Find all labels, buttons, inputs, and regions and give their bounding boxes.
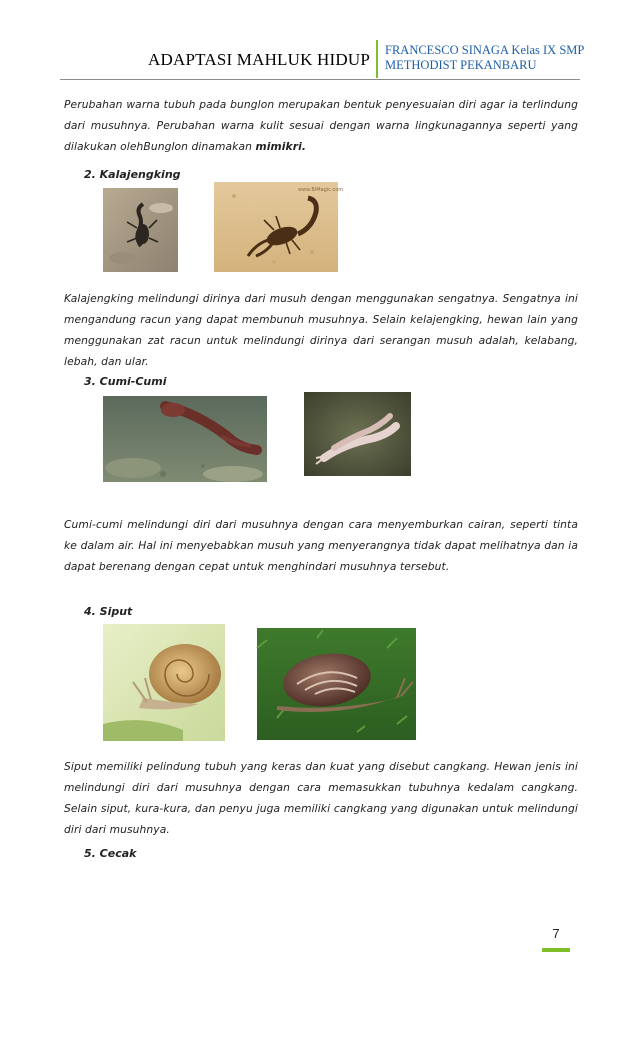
header-rule — [60, 79, 580, 80]
paragraph-bunglon — [64, 94, 578, 157]
paragraph-kalajengking: Kalajengking melindungi dirinya dari musuh dengan menggunakan sengatnya. Sengatnya ini mengandung racun yang dapat membunuh musuhnya. Selain kelajengking, hewan lain yang menggunakan zat racun untuk melindungi dirinya dari serangan musuh adalah, kelabang, lebah, dan ular. — [64, 292, 578, 368]
paragraph-text: Perubahan warna tubuh pada bunglon merupakan bentuk penyesuaian diri agar ia terlindung dari musuhnya. Perubahan warna kulit sesuai dengan warna lingkunagannya seperti yang dilakukan olehBunglon dinamakan — [64, 98, 578, 153]
heading-cecak: 5. Cecak — [84, 847, 137, 860]
scorpion-photo-1 — [103, 188, 178, 272]
page-number: 7 — [552, 926, 560, 941]
heading-siput: 4. Siput — [84, 605, 133, 618]
snail-photo-1 — [103, 624, 225, 741]
page-header-author — [385, 43, 595, 73]
squid-photo-1 — [103, 396, 267, 482]
paragraph-siput: Siput memiliki pelindung tubuh yang keras dan kuat yang disebut cangkang. Hewan jenis ini melindungi diri dari musuhnya dengan cara memasukkan tubuhnya kedalam cangkang. Selain siput, kura-kura, dan penyu juga memiliki cangkang yang digunakan untuk melindungi diri dari musuhnya. — [64, 760, 578, 836]
page-header-title: ADAPTASI MAHLUK HIDUP — [148, 50, 370, 69]
author-line-2: METHODIST PEKANBARU — [385, 58, 537, 72]
snail-photo-2 — [257, 628, 416, 740]
emphasis-mimikri: mimikri. — [255, 140, 307, 153]
heading-cumi-cumi: 3. Cumi-Cumi — [84, 375, 167, 388]
heading-kalajengking: 2. Kalajengking — [84, 168, 181, 181]
header-divider — [376, 40, 378, 78]
scorpion-photo-2 — [214, 182, 344, 272]
paragraph-cumi-cumi: Cumi-cumi melindungi diri dari musuhnya dengan cara menyemburkan cairan, seperti tinta ke dalam air. Hal ini menyebabkan musuh yang menyerangnya tidak dapat melihatnya dan ia dapat berenang dengan cepat untuk menghindari musuhnya tersebut. — [64, 518, 578, 573]
photo-watermark: www.BiMagic.com — [298, 187, 344, 193]
page-number-bar — [542, 948, 570, 952]
author-line-1: FRANCESCO SINAGA Kelas IX SMP — [385, 43, 585, 57]
squid-photo-2 — [304, 392, 411, 476]
